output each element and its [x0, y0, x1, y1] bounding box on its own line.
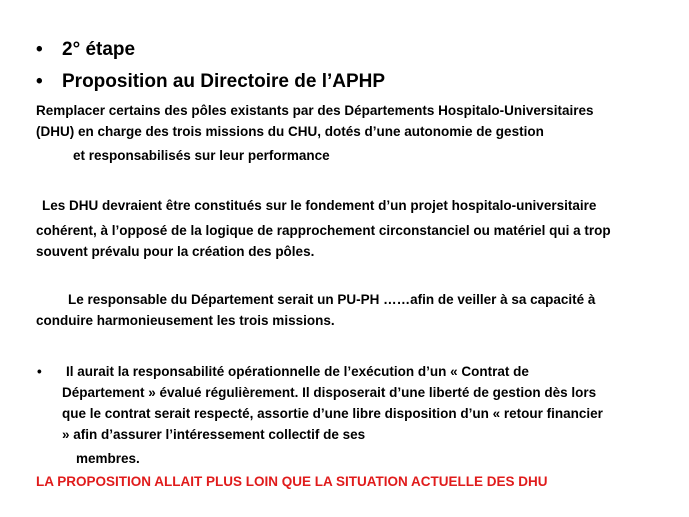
paragraph-line: souvent prévalu pour la création des pôles. — [36, 244, 315, 259]
paragraph-line: Les DHU devraient être constitués sur le fondement d’un projet hospitalo-universitaire — [42, 198, 597, 213]
paragraph-line: et responsabilisés sur leur performance — [73, 148, 330, 163]
bullet-marker: • — [36, 71, 43, 92]
paragraph-line: Il aurait la responsabilité opérationnelle de l’exécution d’un « Contrat de — [66, 364, 529, 379]
paragraph-line: membres. — [76, 451, 140, 466]
paragraph-line: cohérent, à l’opposé de la logique de rapprochement circonstanciel ou matériel qui a trop — [36, 223, 611, 238]
paragraph-line: que le contrat serait respecté, assortie d’une libre disposition d’un « retour financier — [62, 406, 603, 421]
paragraph-line: Département » évalué régulièrement. Il disposerait d’une liberté de gestion dès lors — [62, 385, 597, 400]
proposal-title: Proposition au Directoire de l’APHP — [62, 71, 386, 92]
bullet-marker: • — [36, 39, 43, 60]
paragraph-line: (DHU) en charge des trois missions du CHU, dotés d’une autonomie de gestion — [36, 124, 544, 139]
paragraph-line: conduire harmonieusement les trois missions. — [36, 313, 335, 328]
conclusion-text: LA PROPOSITION ALLAIT PLUS LOIN QUE LA SITUATION ACTUELLE DES DHU — [36, 474, 548, 489]
step-title: 2° étape — [62, 39, 136, 60]
paragraph-line: Le responsable du Département serait un PU-PH ……afin de veiller à sa capacité à — [68, 292, 596, 307]
paragraph-line: Remplacer certains des pôles existants par des Départements Hospitalo-Universitaires — [36, 103, 594, 118]
bullet-marker: • — [37, 364, 42, 379]
paragraph-line: » afin d’assurer l’intéressement collectif de ses — [62, 427, 366, 442]
